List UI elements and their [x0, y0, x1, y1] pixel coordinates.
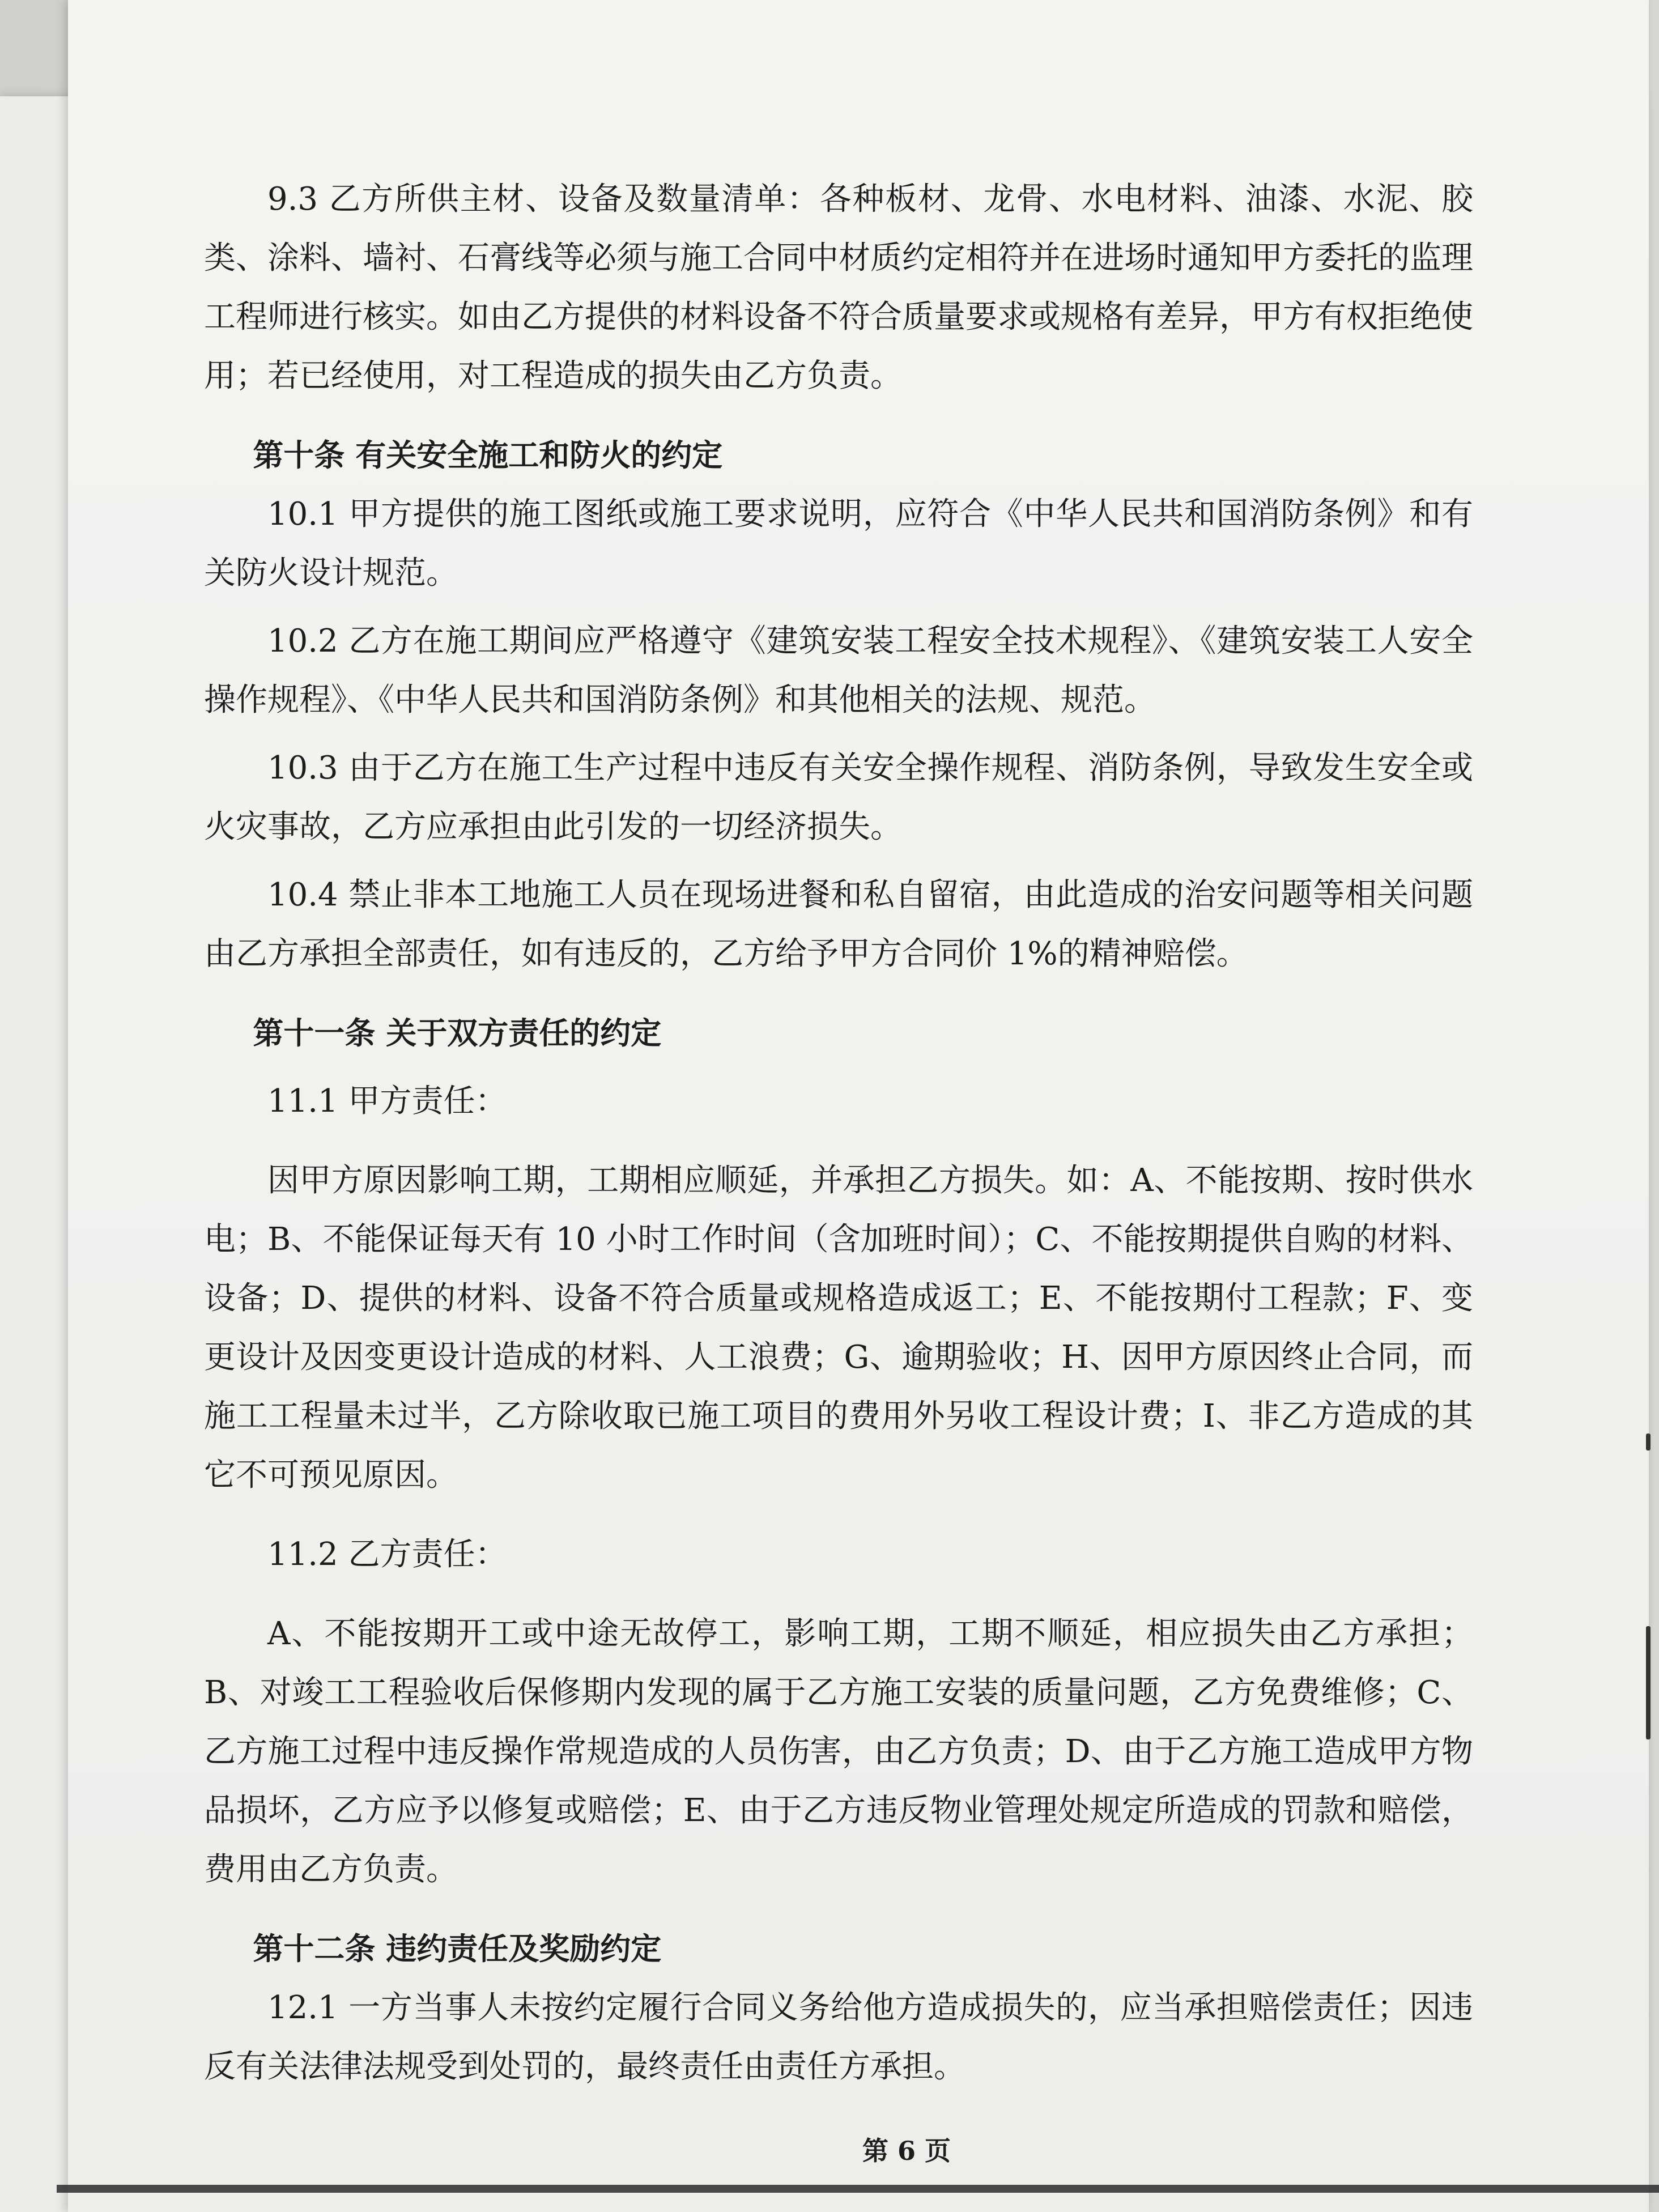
clause-10-2: 10.2 乙方在施工期间应严格遵守《建筑安装工程安全技术规程》、《建筑安装工人安全操作规程》、《中华人民共和国消防条例》和其他相关的法规、规范。: [204, 623, 1473, 718]
clause-11-1-title: 11.1 甲方责任：: [267, 1083, 507, 1120]
contract-page: [68, 0, 1649, 2212]
clause-11-2-title: 11.2 乙方责任：: [267, 1536, 507, 1573]
clause-11-1-body: 因甲方原因影响工期，工期相应顺延，并承担乙方损失。如：A、不能按期、按时供水电；B、不能保证每天有 10 小时工作时间（含加班时间）；C、不能按期提供自购的材料、设备；D、提供的材料、设备不符合质量或规格造成返工；E、不能按期付工程款；F、变更设计及因变更设计造成的材料、人工浪费；G、逾期验收；H、因甲方原因终止合同，而施工工程量未过半，乙方除收取已施工项目的费用外另收工程设计费；I、非乙方造成的其它不可预见原因。: [204, 1162, 1473, 1494]
article-10-heading: 第十条 有关安全施工和防火的约定: [253, 437, 723, 473]
clause-10-3: 10.3 由于乙方在施工生产过程中违反有关安全操作规程、消防条例，导致发生安全或火灾事故，乙方应承担由此引发的一切经济损失。: [204, 750, 1473, 845]
edge-mark: [1646, 1626, 1651, 1739]
page-content: [204, 170, 1473, 2096]
clause-10-1: 10.1 甲方提供的施工图纸或施工要求说明，应符合《中华人民共和国消防条例》和有关防火设计规范。: [204, 496, 1473, 592]
edge-mark: [1646, 1433, 1651, 1450]
clause-11-2-body: A、不能按期开工或中途无故停工，影响工期，工期不顺延，相应损失由乙方承担；B、对竣工工程验收后保修期内发现的属于乙方施工安装的质量问题，乙方免费维修；C、乙方施工过程中违反操作常规造成的人员伤害，由乙方负责；D、由于乙方施工造成甲方物品损坏，乙方应予以修复或赔偿；E、由于乙方违反物业管理处规定所造成的罚款和赔偿，费用由乙方负责。: [204, 1615, 1473, 1888]
page-bottom-edge: [57, 2185, 1659, 2193]
article-12-heading: 第十二条 违约责任及奖励约定: [253, 1931, 662, 1967]
clause-12-1: 12.1 一方当事人未按约定履行合同义务给他方造成损失的，应当承担赔偿责任；因违反有关法律法规受到处罚的，最终责任由责任方承担。: [204, 1989, 1473, 2085]
article-11-heading: 第十一条 关于双方责任的约定: [253, 1015, 662, 1051]
page-number: 第 6 页: [862, 2136, 951, 2166]
clause-9-3: 9.3 乙方所供主材、设备及数量清单：各种板材、龙骨、水电材料、油漆、水泥、胶类、涂料、墙衬、石膏线等必须与施工合同中材质约定相符并在进场时通知甲方委托的监理工程师进行核实。如由乙方提供的材料设备不符合质量要求或规格有差异，甲方有权拒绝使用；若已经使用，对工程造成的损失由乙方负责。: [204, 181, 1473, 394]
clause-10-4: 10.4 禁止非本工地施工人员在现场进餐和私自留宿，由此造成的治安问题等相关问题由乙方承担全部责任，如有违反的，乙方给予甲方合同价 1%的精神赔偿。: [204, 877, 1473, 972]
